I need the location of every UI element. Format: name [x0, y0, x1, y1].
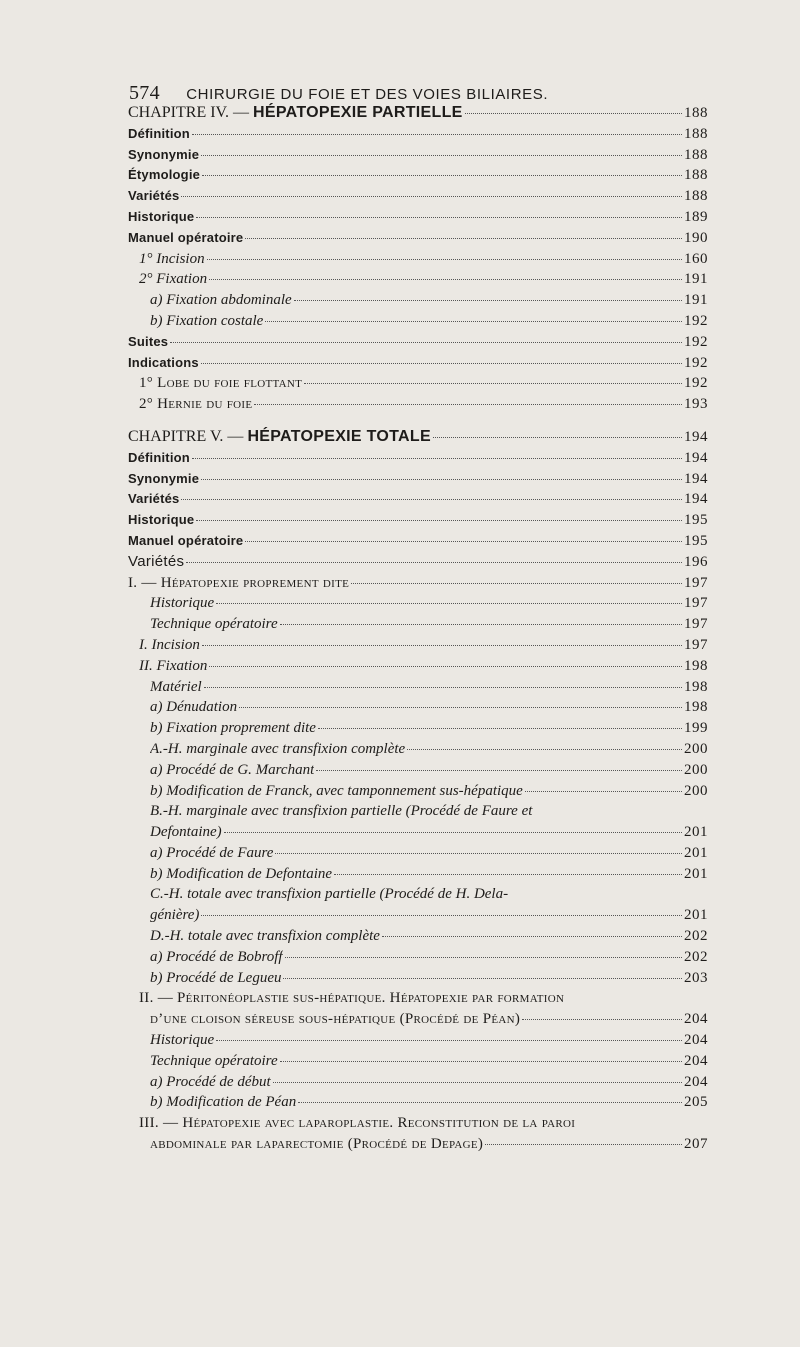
toc-entry: D.-H. totale avec transfixion complète 202 [150, 928, 708, 945]
toc-entry: Technique opératoire 197 [150, 616, 708, 633]
toc-entry: b) Fixation costale 192 [150, 312, 708, 329]
toc-entry: a) Dénudation 198 [150, 699, 708, 716]
toc-entry: Variétés 196 [128, 552, 708, 570]
toc-entry: a) Procédé de Bobroff 202 [150, 948, 708, 965]
chapter-4-title: HÉPATOPEXIE PARTIELLE [253, 104, 463, 121]
toc-entry: b) Procédé de Legueu 203 [150, 969, 708, 986]
toc-entry: génière) 201 [150, 907, 708, 924]
toc-entry: b) Modification de Franck, avec tamponnement sus-hépatique 200 [150, 782, 708, 799]
toc-entry: Manuel opératoire 195 [128, 532, 708, 549]
toc-entry: Variétés 194 [128, 491, 708, 508]
toc-entry: I. — Hépatopexie proprement dite 197 [128, 574, 708, 591]
toc-entry: a) Procédé de début 204 [150, 1073, 708, 1090]
chapter-4-page: 188 [684, 105, 708, 121]
toc-entry: 2° Fixation 191 [139, 271, 708, 288]
chapter-5-number: CHAPITRE V. — [128, 427, 248, 445]
toc-entry: Définition 194 [128, 449, 708, 466]
toc-entry: Matériel 198 [150, 678, 708, 695]
toc-entry: 1° Incision 160 [139, 250, 708, 267]
running-title: CHIRURGIE DU FOIE ET DES VOIES BILIAIRES. [186, 86, 549, 103]
toc-entry: Manuel opératoire 190 [128, 229, 708, 246]
toc-entry: I. Incision 197 [139, 636, 708, 653]
toc-entry: 2° Hernie du foie 193 [139, 396, 708, 413]
toc-entry: Synonymie 194 [128, 470, 708, 487]
toc-entry: II. Fixation 198 [139, 657, 708, 674]
toc-entry-line1: B.-H. marginale avec transfixion partielle (Procédé de Faure et [150, 803, 533, 820]
toc-entry: b) Fixation proprement dite 199 [150, 720, 708, 737]
toc-entry: Historique 189 [128, 208, 708, 225]
toc-entry: Définition 188 [128, 125, 708, 142]
toc-entry: Technique opératoire 204 [150, 1052, 708, 1069]
running-head [129, 82, 689, 105]
chapter-4-heading [128, 103, 708, 124]
toc-entry: Synonymie 188 [128, 146, 708, 163]
chapter-5-title: HÉPATOPEXIE TOTALE [247, 427, 431, 445]
toc-entry: Historique 204 [150, 1032, 708, 1049]
toc-entry: abdominale par laparectomie (Procédé de Depage) 207 [150, 1136, 708, 1153]
toc-entry: b) Modification de Péan 205 [150, 1094, 708, 1111]
toc-entry: Variétés 188 [128, 188, 708, 205]
table-of-contents [128, 103, 708, 1155]
toc-entry-line1: C.-H. totale avec transfixion partielle (Procédé de H. Dela- [150, 886, 509, 903]
chapter-4-number: CHAPITRE IV. — [128, 104, 254, 121]
toc-entry: Indications 192 [128, 354, 708, 371]
toc-entry: Étymologie 188 [128, 167, 708, 184]
toc-entry: d’une cloison séreuse sous-hépatique (Procédé de Péan) 204 [150, 1011, 708, 1028]
toc-entry: Suites 192 [128, 333, 708, 350]
toc-entry: 1° Lobe du foie flottant 192 [139, 375, 708, 392]
toc-entry: Historique 197 [150, 595, 708, 612]
toc-entry: a) Procédé de Faure 201 [150, 844, 708, 861]
toc-entry: Historique 195 [128, 512, 708, 529]
toc-entry: A.-H. marginale avec transfixion complète 200 [150, 740, 708, 757]
chapter-5-heading [128, 427, 708, 448]
chapter-5-page: 194 [684, 428, 708, 445]
toc-entry: b) Modification de Defontaine 201 [150, 865, 708, 882]
page-number: 574 [129, 82, 160, 104]
toc-entry: Defontaine) 201 [150, 824, 708, 841]
toc-entry-line1: II. — Péritonéoplastie sus-hépatique. Hépatopexie par formation [139, 990, 565, 1007]
toc-entry: a) Fixation abdominale 191 [150, 292, 708, 309]
toc-entry-line1: III. — Hépatopexie avec laparoplastie. Reconstitution de la paroi [139, 1115, 576, 1132]
toc-entry: a) Procédé de G. Marchant 200 [150, 761, 708, 778]
